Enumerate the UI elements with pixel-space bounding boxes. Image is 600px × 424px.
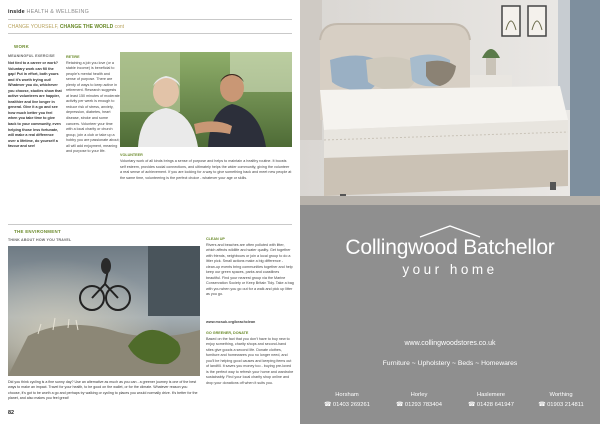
branch-phone[interactable]: ☎ 01403 269261 [324, 402, 370, 408]
greener-title: GO GREENER, DONATE [206, 331, 249, 335]
branch-haslemere [456, 392, 526, 408]
cleanup-text: Rivers and beaches are often polluted with litter, which affects wildlife and water quality. Get together with friends, neighbours or join a local group to do a litter pick. Small actions make a big difference - clean-up events bring communities together and help keep our green spaces, parks and coastlines beautiful. Find your nearest group via the Marine Conservation Society or Keep Britain Tidy. Take a bag with you when you go out for a walk and pick up litter as you go. [206, 242, 294, 297]
branch-name: Worthing [549, 392, 573, 398]
page-header [8, 9, 89, 15]
advert-page [300, 0, 600, 424]
header-rule [8, 19, 292, 20]
strap-rule [8, 33, 292, 34]
advert-url[interactable]: www.collingwoodstores.co.uk [404, 340, 496, 347]
branch-name: Haslemere [476, 392, 506, 398]
branch-horsham [312, 392, 382, 408]
strap-tail: cont [114, 24, 125, 30]
page-number: 82 [8, 410, 14, 416]
work-section-heading: MEANINGFUL EXERCISE [8, 54, 55, 58]
volunteer-text: Voluntary work of all kinds brings a sense of purpose and helps to maintain a healthy routine. It boosts self esteem, provides social connections, and ultimately helps the wider community, giving the volunteer a real sense of achievement. If you are looking for a way to give something back and meet new people at the same time, volunteering is the perfect choice - whatever your age or skills. [120, 159, 292, 180]
photo-carer-and-elderly-man [120, 52, 292, 147]
photo-cyclist-in-rain [8, 246, 200, 376]
work-intro-text: Not tied to a career or work? Voluntary work can fill the gap! Put in effort, both yours and it's worth trying out! Whatever you do, whichever you choose, studies show that active volunteers are happier, healthier and live longer in general. Give it a go and see how much better you feel when you take time to give back to your community, even helping those less fortunate, will make a real difference over a lifetime, do yourself a favour and see! [8, 61, 62, 149]
branch-phone[interactable]: ☎ 01903 214811 [538, 402, 584, 408]
retire-text: Retaining a job you love (or a stable income) is beneficial to people's mental health and sense of purpose. There are plenty of ways to keep active in retirement. Research suggests at least 150 minutes of moderate activity per week is enough to reduce risk of stress, anxiety, depression, diabetes, heart disease, stroke and some cancers. Volunteer your time with a local charity or church group, join a club or take up a hobby you are passionate about; all will add enjoyment, meaning and purpose to your life. [66, 60, 120, 154]
brand-tagline: your home [402, 262, 498, 277]
greener-text: Based on the fact that you don't have to buy new to enjoy something, charity shops and second-hand sites give goods a second life. Donate clothes, furniture and homewares you no longer need, and you'll be helping good causes and keeping items out of landfill. It saves you money too - buying pre-loved is the perfect way to refresh your home and wardrobe sustainably. Find your local charity shop online and drop your donations off when it suits you. [206, 336, 294, 385]
retire-column [66, 55, 120, 213]
cleanup-url[interactable]: www.mcsuk.org/beachclean [206, 320, 256, 324]
section-rule [8, 224, 292, 225]
volunteer-block [120, 153, 292, 159]
branch-name: Horsham [335, 392, 359, 398]
strap-lead: CHANGE YOURSELF, [8, 24, 59, 30]
branch-worthing [526, 392, 596, 408]
header-topic: HEALTH & WELLBEING [26, 9, 89, 15]
header-section: inside [8, 9, 25, 15]
photo-bed-in-bedroom [300, 0, 600, 205]
environment-section-heading: THINK ABOUT HOW YOU TRAVEL [8, 238, 72, 242]
brand-name: Collingwood Batchellor [345, 236, 555, 259]
greener-column [206, 331, 294, 411]
branch-phone[interactable]: ☎ 01293 783404 [396, 402, 442, 408]
work-kicker: WORK [14, 44, 30, 49]
retire-title: RETIRE [66, 55, 80, 59]
cleanup-title: CLEAN UP [206, 237, 225, 241]
strapline [8, 24, 124, 30]
branch-phone[interactable]: ☎ 01428 641947 [468, 402, 514, 408]
environment-kicker: THE ENVIRONMENT [14, 229, 61, 234]
branch-name: Horley [410, 392, 428, 398]
branch-horley [384, 392, 454, 408]
volunteer-title: VOLUNTEER [120, 153, 143, 157]
cleanup-column [206, 237, 294, 319]
advert-categories: Furniture ~ Upholstery ~ Beds ~ Homewares [382, 360, 518, 367]
environment-caption: Did you think cycling is a fine sunny day? Use an alternative as much as you can - a greener journey is one of the best ways to make an impact. Travel for your health, to be good on the wallet, or for the climate. Whatever reason you choose, it's got to be worth a go and perhaps try walking or cycling to places you would normally drive. It's better for the planet, and also makes you feel great! [8, 380, 198, 401]
strap-main: CHANGE THE WORLD [59, 24, 114, 30]
